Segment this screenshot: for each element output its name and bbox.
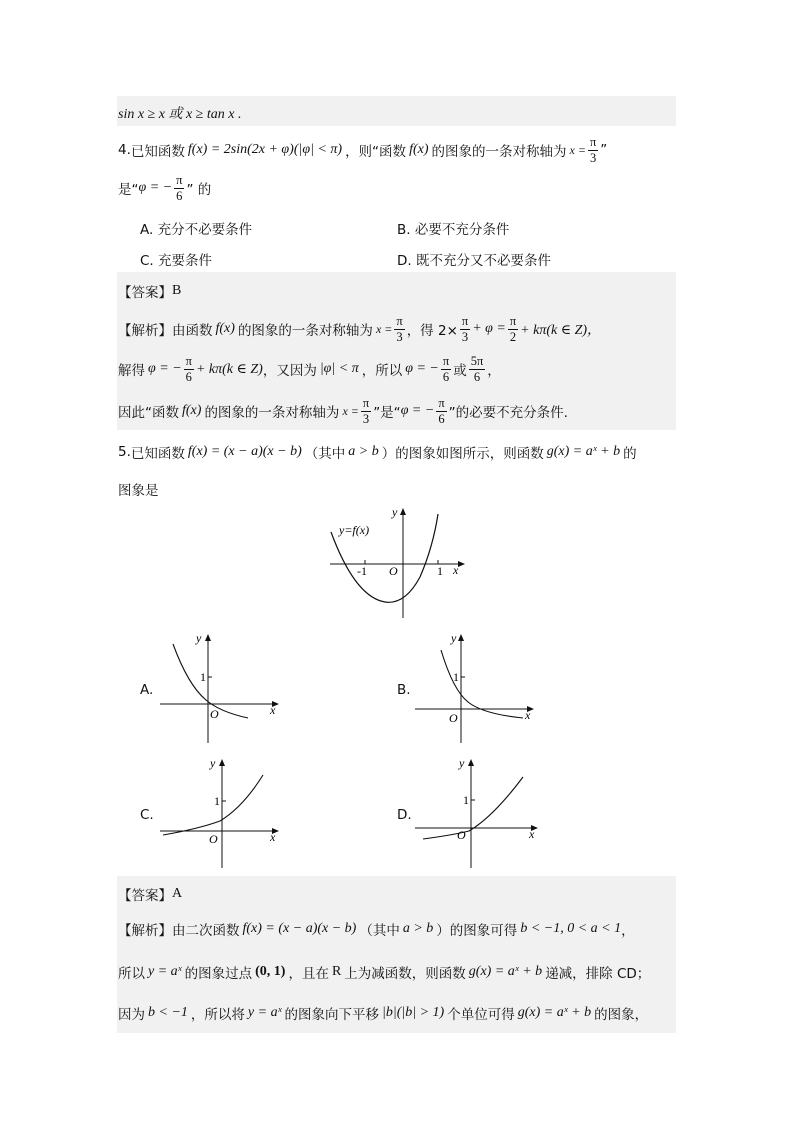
q4-analysis-line3: 因此“函数 f(x) 的图象的一条对称轴为 x = $\frac{\pi}{3}$ ”是“ φ = − $\frac{\pi}{6}$ ”的必要不充分条件. <box>118 396 568 426</box>
y-axis-arrow <box>468 759 474 766</box>
q4-analysis-line2: 解得 φ = − $\frac{\pi}{6}$ + kπ(k ∈ Z) ，又因为 |φ| < π ，所以 φ = − $\frac{\pi}{6}$ 或 $\frac{5\pi}{6}$ ， <box>118 354 501 384</box>
q5-option-b-key[interactable]: B. <box>397 682 411 698</box>
q4-option-b[interactable]: B. 必要不充分条件 <box>397 222 510 238</box>
q5-analysis-line2: 所以 y = aˣ 的图象过点 (0, 1) ，且在 R 上为减函数，则函数 g(x) = aˣ + b 递减，排除 CD； <box>118 964 651 982</box>
q5-option-c-graph[interactable] <box>158 755 283 870</box>
y-label: y <box>392 505 398 519</box>
svg-text:O: O <box>209 832 218 846</box>
svg-text:1: 1 <box>214 794 220 808</box>
top-line: sin x ≥ x 或 x ≥ tan x . <box>118 107 242 122</box>
fraction-pi-over-3: $\frac{\pi}{3}$ <box>589 135 597 165</box>
q4-option-a[interactable]: A. 充分不必要条件 <box>140 222 253 238</box>
svg-text:x: x <box>270 703 276 717</box>
svg-text:1: 1 <box>453 670 459 684</box>
q5-option-c-key[interactable]: C. <box>140 807 154 823</box>
svg-text:y: y <box>451 631 457 645</box>
y-axis-arrow <box>219 759 225 766</box>
svg-text:y: y <box>210 756 216 770</box>
q5-main-graph <box>325 502 470 622</box>
q4-answer: 【答案】 B <box>118 283 182 301</box>
q4-stem-line1: 4. 已知函数 f(x) = 2sin(2x + φ)(|φ| < π) ，则“函数 f(x) 的图象的一条对称轴为 x = $\frac{\pi}{3}$ ” <box>118 135 608 165</box>
q4-analysis-line1: 【解析】 由函数 f(x) 的图象的一条对称轴为 x = $\frac{\pi}{3}$ ，得 2× $\frac{\pi}{3}$ + φ = $\frac{\pi}{2}$ + kπ(k ∈ Z)， <box>118 314 602 344</box>
y-axis-arrow <box>400 508 406 515</box>
svg-text:1: 1 <box>463 793 469 807</box>
q5-option-d-key[interactable]: D. <box>397 807 412 823</box>
q5-stem-line1: 5. 已知函数 f(x) = (x − a)(x − b) （其中 a > b ）的图象如图所示，则函数 g(x) = aˣ + b 的 <box>118 444 637 462</box>
x-label: x <box>453 563 459 577</box>
option-c-curve <box>163 775 263 835</box>
svg-text:1: 1 <box>200 670 206 684</box>
q4-option-d[interactable]: D. 既不充分又不必要条件 <box>397 253 551 269</box>
curve-label: y=f(x) <box>339 523 370 537</box>
q5-option-b-graph[interactable] <box>413 630 538 745</box>
svg-text:y: y <box>196 631 202 645</box>
x-axis-arrow <box>458 561 465 567</box>
q5-analysis-line3: 因为 b < −1 ，所以将 y = aˣ 的图象向下平移 |b|(|b| > 1) 个单位可得 g(x) = aˣ + b 的图象， <box>118 1005 649 1023</box>
tick-neg-label: -1 <box>357 564 367 578</box>
q5-option-d-graph[interactable] <box>413 755 543 870</box>
q5-analysis-line1: 【解析】 由二次函数 f(x) = (x − a)(x − b) （其中 a > b ）的图象可得 b < −1, 0 < a < 1 ， <box>118 921 635 939</box>
tick-pos-label: 1 <box>437 564 443 578</box>
q5-answer: 【答案】 A <box>118 886 183 904</box>
option-b-curve <box>441 650 523 718</box>
svg-text:O: O <box>457 828 466 842</box>
origin-label: O <box>389 564 398 578</box>
q5-option-a-key[interactable]: A. <box>140 682 154 698</box>
q5-option-a-graph[interactable] <box>158 630 283 745</box>
svg-text:x: x <box>529 827 535 841</box>
option-d-curve <box>423 777 523 839</box>
q4-stem-line2: 是“ φ = − $\frac{\pi}{6}$ ” 的 <box>118 173 212 203</box>
q5-stem-line2: 图象是 <box>118 483 159 499</box>
svg-text:O: O <box>449 711 458 725</box>
svg-text:O: O <box>210 707 219 721</box>
fraction-pi-over-6: $\frac{\pi}{6}$ <box>176 173 183 203</box>
svg-text:x: x <box>525 708 531 722</box>
q4-option-c[interactable]: C. 充要条件 <box>140 253 213 269</box>
y-axis-arrow <box>205 634 211 641</box>
svg-text:x: x <box>270 830 276 844</box>
y-axis-arrow <box>458 634 464 641</box>
svg-text:y: y <box>459 756 465 770</box>
